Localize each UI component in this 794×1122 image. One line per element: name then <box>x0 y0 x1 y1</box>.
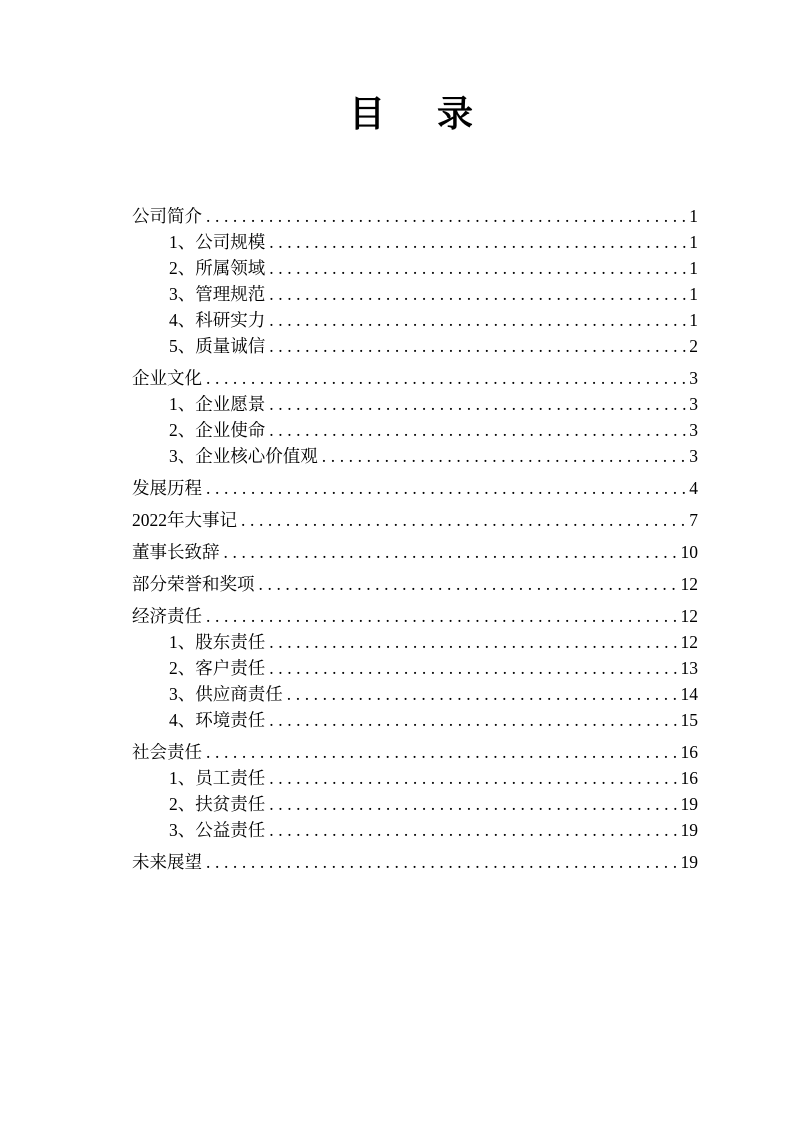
toc-entry-label: 3、管理规范 <box>169 284 266 305</box>
toc-entry-label: 4、科研实力 <box>169 310 266 331</box>
toc-entry[interactable] <box>132 571 698 597</box>
dot-leader <box>269 391 686 417</box>
toc-entry-label: 4、环境责任 <box>169 710 266 731</box>
toc-entry-page: 19 <box>680 820 698 841</box>
toc-entry-page: 1 <box>689 232 698 253</box>
toc-entry-page: 14 <box>680 684 698 705</box>
toc-entry[interactable] <box>132 365 698 391</box>
dot-leader <box>259 571 678 597</box>
dot-leader <box>269 281 686 307</box>
toc-entry-page: 1 <box>689 258 698 279</box>
toc-entry-label: 社会责任 <box>132 742 202 763</box>
toc-entry-label: 1、公司规模 <box>169 232 266 253</box>
toc-entry-page: 3 <box>689 420 698 441</box>
toc-entry[interactable] <box>132 307 698 333</box>
dot-leader <box>269 229 686 255</box>
dot-leader <box>269 417 686 443</box>
dot-leader <box>206 739 678 765</box>
dot-leader <box>269 765 677 791</box>
toc-entry-label: 1、企业愿景 <box>169 394 266 415</box>
toc-entry-page: 7 <box>689 510 698 531</box>
toc-entry-page: 1 <box>689 310 698 331</box>
toc-entry[interactable] <box>132 765 698 791</box>
toc-entry-page: 1 <box>689 206 698 227</box>
toc-entry[interactable] <box>132 443 698 469</box>
toc-entry[interactable] <box>132 281 698 307</box>
toc-entry-label: 经济责任 <box>132 606 202 627</box>
dot-leader <box>322 443 687 469</box>
toc-entry-page: 12 <box>680 574 698 595</box>
toc-entry[interactable] <box>132 333 698 359</box>
toc-entry[interactable] <box>132 629 698 655</box>
toc-entry-page: 1 <box>689 284 698 305</box>
toc-list <box>132 203 698 875</box>
toc-entry[interactable] <box>132 603 698 629</box>
dot-leader <box>206 849 678 875</box>
toc-entry-page: 3 <box>689 446 698 467</box>
toc-entry-label: 3、企业核心价值观 <box>169 446 318 467</box>
toc-entry-label: 部分荣誉和奖项 <box>132 574 255 595</box>
toc-entry-page: 19 <box>680 852 698 873</box>
toc-entry[interactable] <box>132 539 698 565</box>
toc-entry-page: 13 <box>680 658 698 679</box>
toc-entry-label: 2、企业使命 <box>169 420 266 441</box>
dot-leader <box>206 475 686 501</box>
toc-title: 目 录 <box>348 93 481 134</box>
dot-leader <box>206 603 678 629</box>
dot-leader <box>224 539 678 565</box>
dot-leader <box>269 817 677 843</box>
dot-leader <box>269 707 677 733</box>
toc-entry-label: 未来展望 <box>132 852 202 873</box>
toc-entry-label: 公司简介 <box>132 206 202 227</box>
dot-leader <box>269 629 677 655</box>
toc-entry-label: 董事长致辞 <box>132 542 220 563</box>
toc-entry[interactable] <box>132 507 698 533</box>
dot-leader <box>287 681 678 707</box>
toc-entry-page: 4 <box>689 478 698 499</box>
toc-entry[interactable] <box>132 817 698 843</box>
toc-entry-page: 19 <box>680 794 698 815</box>
dot-leader <box>206 365 686 391</box>
toc-entry-label: 2、所属领域 <box>169 258 266 279</box>
toc-entry-label: 3、公益责任 <box>169 820 266 841</box>
toc-entry[interactable] <box>132 417 698 443</box>
toc-entry-page: 16 <box>680 768 698 789</box>
toc-entry[interactable] <box>132 203 698 229</box>
toc-entry-page: 2 <box>689 336 698 357</box>
toc-entry[interactable] <box>132 655 698 681</box>
toc-entry-page: 12 <box>680 606 698 627</box>
toc-entry[interactable] <box>132 391 698 417</box>
dot-leader <box>269 655 677 681</box>
toc-entry[interactable] <box>132 707 698 733</box>
toc-entry-page: 3 <box>689 394 698 415</box>
dot-leader <box>269 791 677 817</box>
toc-entry-label: 企业文化 <box>132 368 202 389</box>
toc-entry[interactable] <box>132 255 698 281</box>
toc-entry-label: 5、质量诚信 <box>169 336 266 357</box>
toc-entry-page: 12 <box>680 632 698 653</box>
toc-entry[interactable] <box>132 849 698 875</box>
toc-entry[interactable] <box>132 791 698 817</box>
dot-leader <box>206 203 686 229</box>
toc-entry[interactable] <box>132 681 698 707</box>
toc-entry[interactable] <box>132 229 698 255</box>
toc-entry-page: 3 <box>689 368 698 389</box>
toc-entry-label: 1、员工责任 <box>169 768 266 789</box>
toc-entry-label: 发展历程 <box>132 478 202 499</box>
dot-leader <box>241 507 686 533</box>
toc-entry-page: 16 <box>680 742 698 763</box>
toc-entry-label: 1、股东责任 <box>169 632 266 653</box>
toc-entry-label: 3、供应商责任 <box>169 684 283 705</box>
toc-entry-page: 15 <box>680 710 698 731</box>
dot-leader <box>269 255 686 281</box>
toc-entry-label: 2、客户责任 <box>169 658 266 679</box>
dot-leader <box>269 307 686 333</box>
toc-entry[interactable] <box>132 739 698 765</box>
dot-leader <box>269 333 686 359</box>
toc-entry-label: 2、扶贫责任 <box>169 794 266 815</box>
toc-entry-page: 10 <box>680 542 698 563</box>
toc-entry[interactable] <box>132 475 698 501</box>
toc-entry-label: 2022年大事记 <box>132 510 237 531</box>
